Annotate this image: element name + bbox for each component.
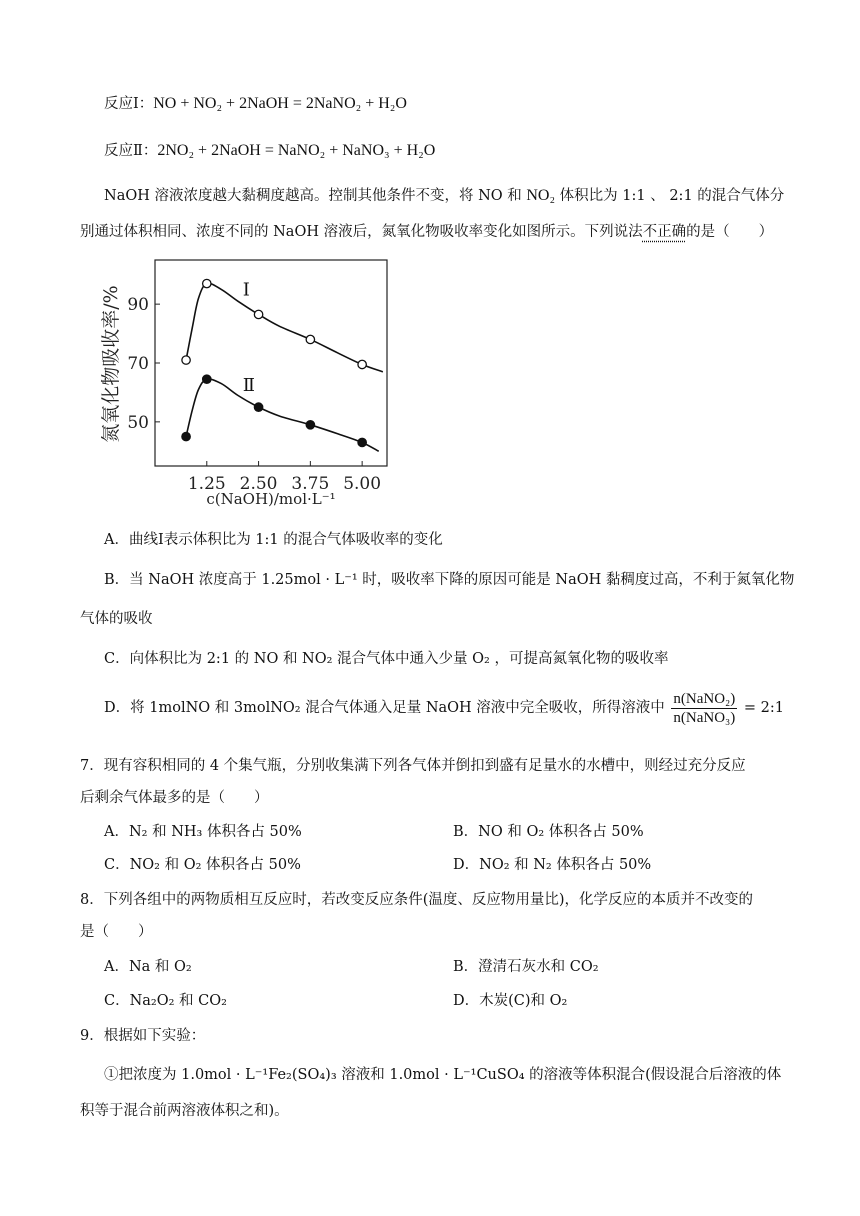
q6-option-c: C．向体积比为 2:1 的 NO 和 NO₂ 混合气体中通入少量 O₂ ，可提高氮氧化物的吸收率: [104, 651, 669, 667]
q7-option-a: A．N₂ 和 NH₃ 体积各占 50%: [104, 824, 302, 840]
series-2-point: [358, 438, 366, 446]
q6-option-b-line-2: 气体的吸收: [80, 611, 153, 627]
q6-intro-text-1a: NaOH 溶液浓度越大黏稠度越高。控制其他条件不变，将 NO 和: [104, 188, 527, 204]
series-2-point: [203, 375, 211, 383]
chart-plot-layer: [127, 279, 382, 494]
reaction-2: [104, 141, 435, 161]
absorption-chart: [95, 252, 395, 517]
q9-item-1-line-2: 积等于混合前两溶液体积之和)。: [80, 1103, 289, 1119]
q7-stem-line-2: 后剩余气体最多的是（ ）: [80, 790, 269, 806]
q8-stem-line-2: 是（ ）: [80, 924, 153, 940]
series-2-line: [186, 379, 379, 451]
chart-ylabel: 氮氧化物吸收率/%: [100, 285, 122, 443]
q8-option-a: A．Na 和 O₂: [104, 959, 192, 975]
series-1-line: [186, 283, 383, 372]
chart-xlabel: c(NaOH)/mol·L⁻¹: [206, 490, 336, 508]
q6-option-d-text: D．将 1molNO 和 3molNO₂ 混合气体通入足量 NaOH 溶液中完全吸收，所得溶液中: [104, 700, 665, 716]
q8-option-c: C．Na₂O₂ 和 CO₂: [104, 993, 227, 1009]
reaction-2-equation: 2NO₂ + 2NaOH = NaNO₂ + NaNO₃ + H₂O: [157, 142, 436, 159]
y-tick-label: 50: [127, 412, 149, 433]
q6-option-d-ratio: = 2:1: [743, 700, 784, 716]
series-2-point: [254, 403, 262, 411]
q6-option-d: [104, 688, 784, 728]
q6-intro-text-1c: 体积比为 1:1 、 2:1 的混合气体分: [555, 188, 785, 204]
q7-option-b: B．NO 和 O₂ 体积各占 50%: [453, 824, 644, 840]
x-tick-label: 5.00: [343, 474, 382, 494]
q7-option-d: D．NO₂ 和 N₂ 体积各占 50%: [453, 857, 652, 873]
reaction-1-label: 反应Ⅰ：: [104, 96, 154, 112]
reaction-1: [104, 94, 407, 114]
q8-option-b: B．澄清石灰水和 CO₂: [453, 959, 599, 975]
reaction-2-label: 反应Ⅱ：: [104, 143, 158, 159]
q6-intro-text-2c: 的是（ ）: [686, 224, 774, 240]
x-tick-label: 2.50: [239, 474, 278, 494]
q7-option-c: C．NO₂ 和 O₂ 体积各占 50%: [104, 857, 301, 873]
fraction-denominator: n(NaNO₃): [673, 709, 736, 726]
series-1-label: Ⅰ: [242, 279, 250, 301]
q6-emphasis-not-correct: 不正确: [642, 224, 687, 240]
fraction-numerator: n(NaNO₂): [673, 690, 736, 707]
series-1-point: [358, 360, 366, 368]
y-tick-label: 90: [127, 295, 149, 316]
q8-stem-line-1: 8．下列各组中的两物质相互反应时，若改变反应条件(温度、反应物用量比)，化学反应的本质并不改变的: [80, 892, 754, 908]
y-tick-label: 70: [127, 354, 149, 374]
q6-option-a: A．曲线Ⅰ表示体积比为 1:1 的混合气体吸收率的变化: [104, 532, 443, 548]
q6-intro-text-2a: 别通过体积相同、浓度不同的 NaOH 溶液后，氮氧化物吸收率变化如图所示。下列说法: [80, 224, 643, 240]
series-1-point: [306, 335, 314, 343]
q9-stem: 9．根据如下实验：: [80, 1028, 206, 1044]
q6-option-b-line-1: B．当 NaOH 浓度高于 1.25mol · L⁻¹ 时，吸收率下降的原因可能是 NaOH 黏稠度过高，不利于氮氧化物: [104, 572, 795, 588]
q7-stem-line-1: 7．现有容积相同的 4 个集气瓶，分别收集满下列各气体并倒扣到盛有足量水的水槽中，则经过充分反应: [80, 758, 746, 774]
series-2-point: [306, 421, 314, 429]
q8-option-d: D．木炭(C)和 O₂: [453, 993, 568, 1009]
x-tick-label: 1.25: [187, 474, 226, 494]
q6-option-d-fraction: [671, 690, 737, 727]
series-1-point: [182, 356, 190, 364]
series-2-label: Ⅱ: [242, 375, 256, 397]
series-2-point: [182, 432, 190, 440]
reaction-1-equation: NO + NO₂ + 2NaOH = 2NaNO₂ + H₂O: [153, 95, 407, 112]
series-1-point: [254, 310, 262, 318]
q6-intro-line-2: [80, 222, 773, 242]
q6-intro-no2: NO₂: [526, 187, 556, 204]
series-1-point: [203, 279, 211, 287]
q6-intro-line-1: [104, 186, 784, 206]
q9-item-1-line-1: ①把浓度为 1.0mol · L⁻¹Fe₂(SO₄)₃ 溶液和 1.0mol · L⁻¹CuSO₄ 的溶液等体积混合(假设混合后溶液的体: [104, 1067, 782, 1083]
x-tick-label: 3.75: [291, 474, 330, 494]
